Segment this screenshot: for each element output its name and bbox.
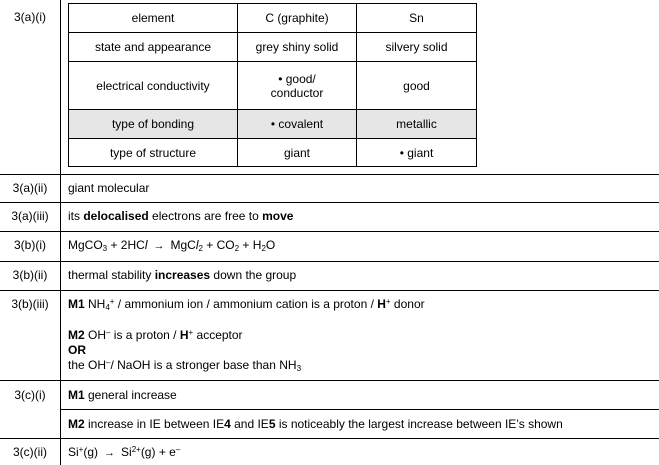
table-row-label: electrical conductivity [69, 62, 238, 110]
eq-part: Si [121, 445, 132, 459]
answer-text [68, 209, 293, 223]
answer-emphasis: H [377, 297, 386, 311]
mark-point-m2 [68, 328, 243, 342]
eq-sub: 4 [105, 303, 110, 312]
answer-fragment: and IE [230, 417, 269, 431]
question-label: 3(b)(iii) [11, 297, 49, 311]
eq-part: MgCO [68, 238, 103, 252]
eq-sup: 2+ [131, 445, 141, 454]
answer-fragment: down the group [210, 268, 297, 282]
eq-sup: – [175, 445, 181, 454]
row-divider-6 [0, 380, 659, 381]
question-label: 3(a)(i) [14, 10, 46, 24]
question-label: 3(c)(i) [14, 388, 46, 402]
table-cell-line: conductor [270, 85, 324, 100]
eq-sub: 2 [261, 244, 266, 253]
question-label: 3(b)(ii) [12, 268, 48, 282]
answer-emphasis: H [179, 328, 189, 342]
eq-sub: 2 [198, 244, 203, 253]
row-divider-3ci-inner [60, 409, 659, 410]
table-header-cell: element [69, 4, 238, 33]
table-header-cell: C (graphite) [238, 4, 357, 33]
answer-emphasis: delocalised [83, 209, 149, 223]
table-row-label: type of structure [69, 139, 238, 167]
eq-part: + H [239, 238, 262, 252]
table-cell: grey shiny solid [238, 33, 357, 62]
alternative-answer [68, 358, 301, 372]
mark-point-m1 [68, 297, 425, 311]
equation [68, 238, 275, 252]
answer-text [68, 268, 296, 282]
question-label: 3(a)(iii) [11, 209, 49, 223]
mark-point-m1 [68, 388, 177, 402]
row-divider-4 [0, 261, 659, 262]
table-cell-line: • good/ [278, 71, 316, 86]
answer-fragment: OH [84, 328, 107, 342]
answer-fragment: general increase [84, 388, 177, 402]
answer-fragment: the OH [68, 358, 107, 372]
mark-label: M2 [68, 328, 85, 342]
answer-emphasis: 4 [224, 417, 231, 431]
table-cell: • covalent [238, 110, 357, 139]
table-cell [238, 62, 357, 110]
question-label: 3(c)(ii) [13, 445, 47, 459]
eq-sub: 3 [296, 364, 302, 373]
table-row-label: state and appearance [69, 33, 238, 62]
answer-fragment: increase in IE between IE [84, 417, 225, 431]
answer-fragment: NH [84, 297, 106, 311]
table-cell: metallic [357, 110, 477, 139]
answer-emphasis: increases [154, 268, 211, 282]
answer-fragment: acceptor [193, 328, 243, 342]
eq-sup: + [385, 297, 391, 306]
eq-sup: + [109, 297, 115, 306]
table-cell: good [357, 62, 477, 110]
table-cell: • giant [357, 139, 477, 167]
eq-part: (g) + e [140, 445, 176, 459]
mark-label: M1 [68, 388, 85, 402]
mark-label: M1 [68, 297, 85, 311]
eq-sup: + [78, 445, 84, 454]
eq-sup: – [106, 328, 111, 337]
answer-text: giant molecular [68, 181, 150, 195]
or-separator [68, 343, 86, 357]
answer-fragment: is a proton / [110, 328, 180, 342]
mark-point-m2 [68, 417, 563, 431]
equation [68, 445, 180, 459]
question-label: 3(b)(i) [14, 238, 46, 252]
answer-emphasis: 5 [268, 417, 276, 431]
or-label: OR [68, 343, 86, 357]
answer-fragment: / ammonium ion / ammonium cation is a proton / [114, 297, 378, 311]
answer-fragment: / NaOH is a stronger base than NH [110, 358, 297, 372]
answer-fragment: is noticeably the largest increase between IE’s shown [275, 417, 563, 431]
answer-fragment: its [68, 209, 84, 223]
eq-part: + 2HC [107, 238, 145, 252]
answer-fragment: electrons are free to [148, 209, 263, 223]
reaction-arrow-icon: → [153, 240, 165, 252]
eq-italic: l [195, 238, 199, 252]
eq-part: MgC [170, 238, 196, 252]
table-row-label: type of bonding [69, 110, 238, 139]
eq-sub: 2 [234, 244, 240, 253]
table-cell: silvery solid [357, 33, 477, 62]
row-divider-2 [0, 202, 659, 203]
eq-sup: – [106, 358, 111, 367]
eq-part: + CO [202, 238, 235, 252]
eq-part: (g) [83, 445, 99, 459]
answer-fragment: thermal stability [68, 268, 155, 282]
row-divider-1 [0, 174, 659, 175]
row-divider-5 [0, 290, 659, 291]
question-label: 3(a)(ii) [12, 181, 48, 195]
table-header-cell: Sn [357, 4, 477, 33]
answer-fragment: donor [390, 297, 425, 311]
eq-part: Si [68, 445, 79, 459]
row-divider-3 [0, 231, 659, 232]
element-properties-table [68, 3, 477, 167]
eq-sub: 3 [102, 244, 108, 253]
row-divider-7 [0, 438, 659, 439]
eq-part: O [265, 238, 276, 252]
mark-label: M2 [68, 417, 85, 431]
reaction-arrow-icon: → [104, 447, 116, 459]
eq-italic: l [144, 238, 148, 252]
eq-sup: + [188, 328, 194, 337]
table-cell: giant [238, 139, 357, 167]
answer-emphasis: move [262, 209, 294, 223]
divider-left-column [60, 0, 61, 465]
